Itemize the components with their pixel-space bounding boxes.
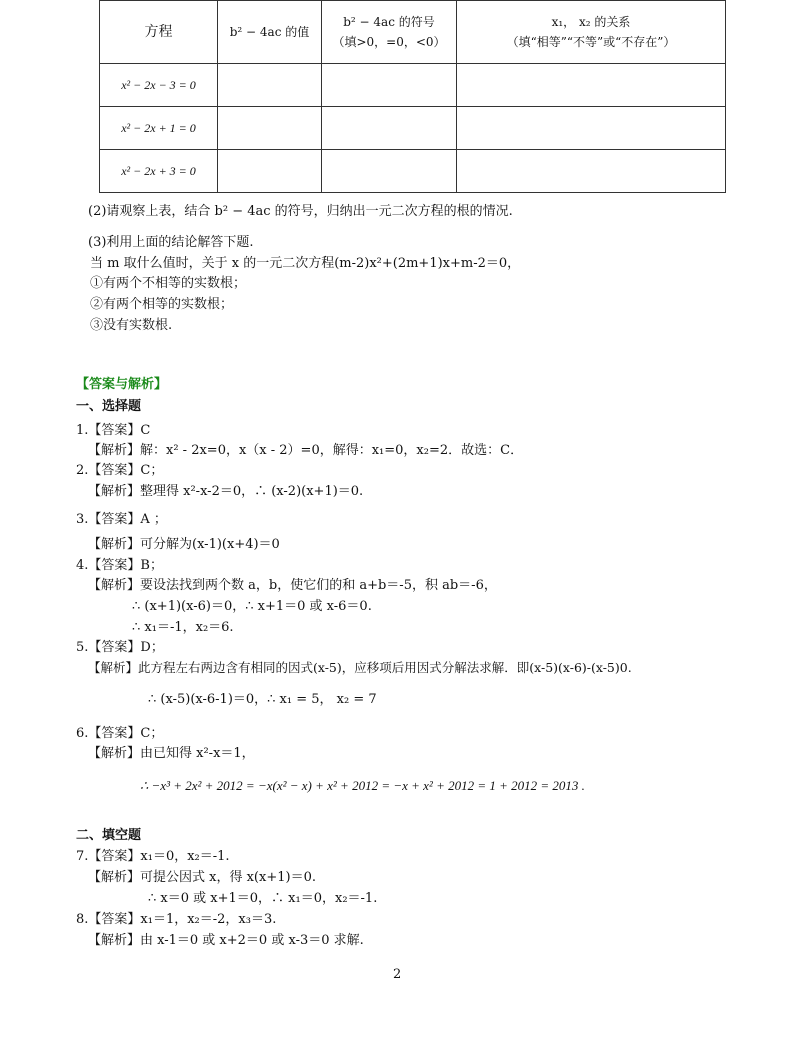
- answer-line: 4.【答案】B；: [76, 558, 163, 573]
- explanation-line: 【解析】此方程左右两边含有相同的因式(x-5)，应移项后用因式分解法求解．即(x-5)(x-6)-(x-5)0.: [88, 660, 632, 675]
- blank-cell[interactable]: [322, 64, 457, 107]
- header-roots-hint: （填“相等”“不等”或“不存在”）: [506, 35, 676, 49]
- question-3-text: 当 m 取什么值时，关于 x 的一元二次方程(m-2)x²+(2m+1)x+m-2＝0，: [90, 256, 521, 271]
- explanation-line: ∴ x＝0 或 x+1＝0，∴ x₁＝0，x₂＝-1.: [148, 891, 378, 906]
- header-sign-label: b² − 4ac 的符号: [343, 15, 435, 29]
- question-3-item: ②有两个相等的实数根；: [90, 297, 234, 312]
- question-3-item: ①有两个不相等的实数根；: [90, 276, 247, 291]
- header-roots-label: x₁， x₂ 的关系: [551, 15, 631, 29]
- explanation-line: ∴ (x+1)(x-6)＝0，∴ x+1＝0 或 x-6＝0.: [132, 599, 372, 614]
- equation-cell: x² − 2x − 3 = 0: [100, 64, 218, 107]
- blank-cell[interactable]: [322, 150, 457, 193]
- answer-line: 2.【答案】C；: [76, 463, 164, 478]
- answer-line: 8.【答案】x₁＝1，x₂＝-2，x₃＝3.: [76, 912, 277, 927]
- answer-line: 7.【答案】x₁＝0，x₂＝-1.: [76, 849, 230, 864]
- blank-cell[interactable]: [218, 64, 322, 107]
- explanation-line: 【解析】可分解为(x-1)(x+4)＝0: [88, 537, 280, 552]
- blank-cell[interactable]: [457, 107, 726, 150]
- explanation-line: 【解析】由 x-1＝0 或 x+2＝0 或 x-3＝0 求解.: [88, 933, 364, 948]
- table-header-row: [100, 1, 726, 64]
- answers-title: 【答案与解析】: [76, 377, 168, 392]
- question-3-item: ③没有实数根.: [90, 318, 173, 333]
- header-discriminant-value: b² − 4ac 的值: [218, 1, 322, 64]
- explanation-line: ∴ −x³ + 2x² + 2012 = −x(x² − x) + x² + 2012 = −x + x² + 2012 = 1 + 2012 = 2013 .: [140, 778, 585, 793]
- explanation-line: 【解析】要设法找到两个数 a，b，使它们的和 a+b＝-5，积 ab＝-6，: [88, 578, 497, 593]
- equation-cell: x² − 2x + 1 = 0: [100, 107, 218, 150]
- answer-line: 6.【答案】C；: [76, 726, 164, 741]
- header-discriminant-sign: [322, 1, 457, 64]
- section-heading: 一、选择题: [76, 399, 142, 414]
- discriminant-table: [99, 0, 726, 193]
- blank-cell[interactable]: [218, 150, 322, 193]
- explanation-line: 【解析】解：x² - 2x=0，x（x - 2）=0，解得：x₁=0，x₂=2．故选：C．: [88, 443, 524, 458]
- section-heading: 二、填空题: [76, 828, 142, 843]
- question-3: (3)利用上面的结论解答下题.: [88, 235, 254, 250]
- header-sign-hint: （填>0，=0，<0）: [332, 35, 446, 49]
- explanation-line: ∴ (x-5)(x-6-1)＝0，∴ x₁ = 5， x₂ = 7: [148, 692, 377, 707]
- page-number: 2: [393, 967, 402, 982]
- blank-cell[interactable]: [457, 150, 726, 193]
- blank-cell[interactable]: [322, 107, 457, 150]
- header-equation: 方程: [100, 1, 218, 64]
- explanation-line: 【解析】可提公因式 x，得 x(x+1)＝0.: [88, 870, 316, 885]
- answer-line: 3.【答案】A ；: [76, 512, 167, 527]
- blank-cell[interactable]: [218, 107, 322, 150]
- header-roots-relation: [457, 1, 726, 64]
- equation-cell: x² − 2x + 3 = 0: [100, 150, 218, 193]
- table-row: [100, 64, 726, 107]
- answer-line: 5.【答案】D；: [76, 640, 164, 655]
- blank-cell[interactable]: [457, 64, 726, 107]
- question-2: (2)请观察上表，结合 b² − 4ac 的符号，归纳出一元二次方程的根的情况.: [88, 204, 513, 219]
- explanation-line: 【解析】整理得 x²-x-2＝0，∴ (x-2)(x+1)＝0.: [88, 484, 364, 499]
- table-row: [100, 107, 726, 150]
- answer-line: 1.【答案】C: [76, 423, 151, 438]
- explanation-line: ∴ x₁＝-1，x₂＝6.: [132, 620, 234, 635]
- explanation-line: 【解析】由已知得 x²-x＝1，: [88, 746, 255, 761]
- table-row: [100, 150, 726, 193]
